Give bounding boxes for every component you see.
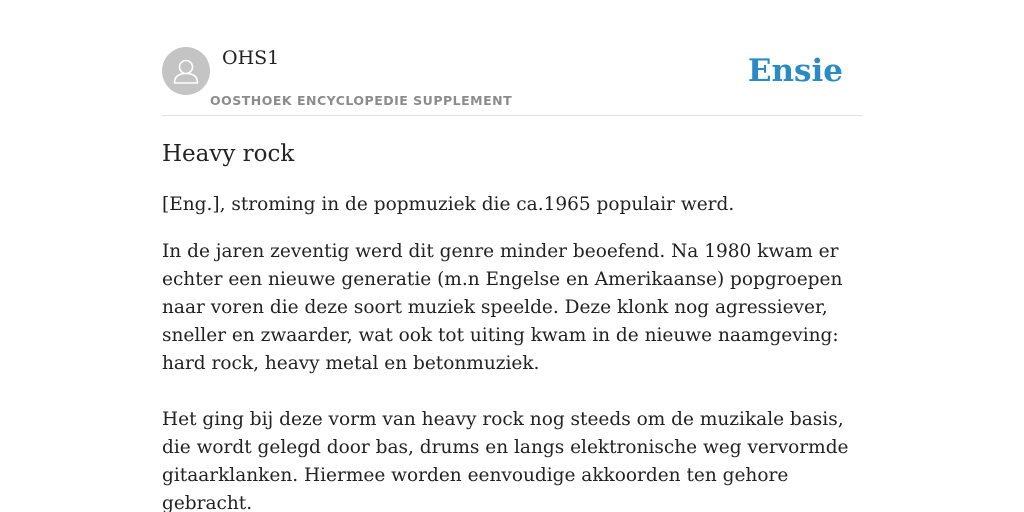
article-title: Heavy rock xyxy=(162,141,295,167)
article-paragraph: In de jaren zeventig werd dit genre minder beoefend. Na 1980 kwam er echter een nieuwe generatie (m.n Engelse en Amerikaanse) popgroepen naar voren die deze soort muziek speelde. Deze klonk nog agressiever, sneller en zwaarder, wat ook tot uiting kwam in de nieuwe naamgeving: hard rock, heavy metal en betonmuziek. xyxy=(162,241,843,374)
ensie-logo[interactable]: Ensie xyxy=(747,53,843,89)
author-name[interactable]: OHS1 xyxy=(222,47,280,69)
user-icon xyxy=(162,47,210,95)
avatar[interactable] xyxy=(162,47,210,95)
article-header xyxy=(162,46,862,116)
source-label: OOSTHOEK ENCYCLOPEDIE SUPPLEMENT xyxy=(210,93,513,108)
article-paragraph: Het ging bij deze vorm van heavy rock nog steeds om de muzikale basis, die wordt gelegd door bas, drums en langs elektronische weg vervormde gitaarklanken. Hiermee worden eenvoudige akkoorden ten gehore gebracht. xyxy=(162,409,849,512)
article-paragraph: [Eng.], stroming in de popmuziek die ca.1965 populair werd. xyxy=(162,194,735,215)
article-body xyxy=(162,138,862,512)
